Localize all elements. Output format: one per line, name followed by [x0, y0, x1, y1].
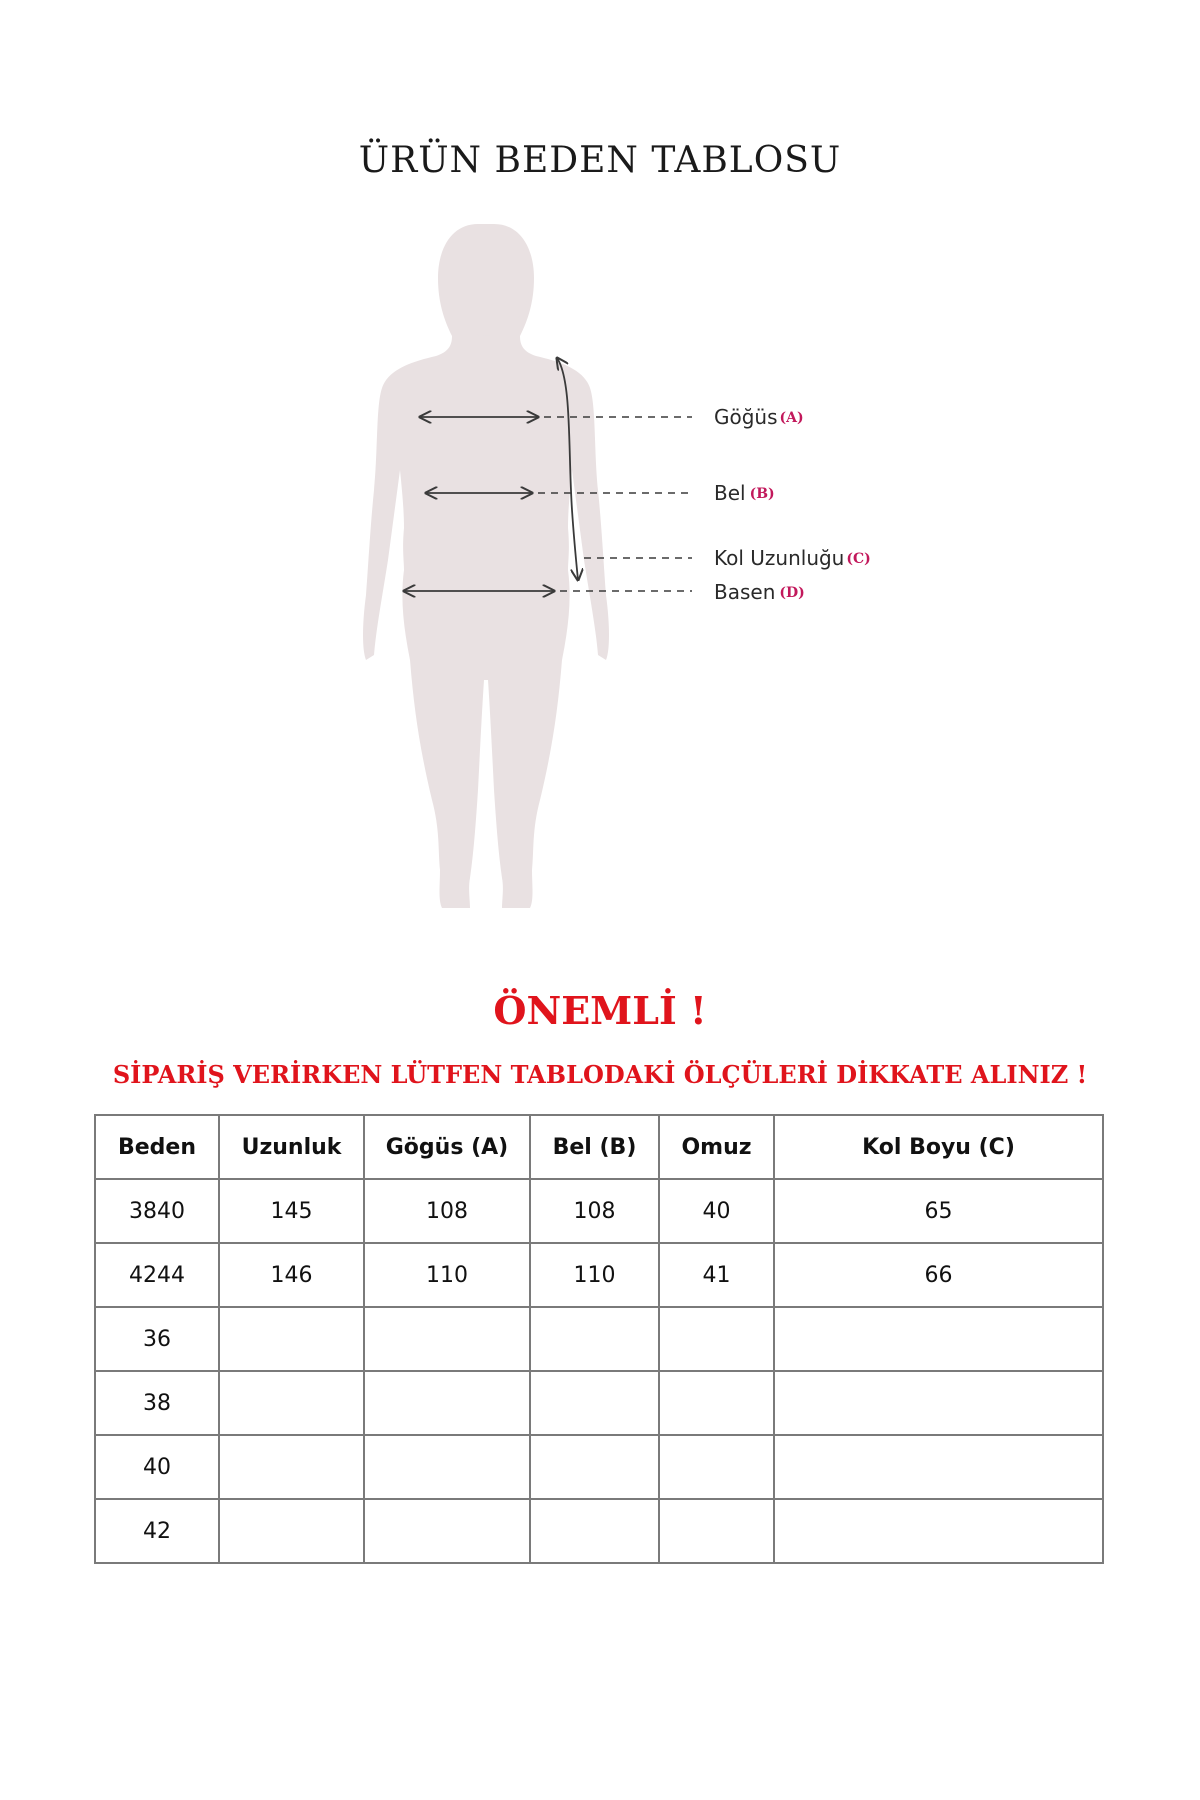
table-cell [219, 1371, 364, 1435]
table-header-row [95, 1115, 1103, 1179]
table-cell: 110 [530, 1243, 659, 1307]
table-cell: 36 [95, 1307, 219, 1371]
table-cell: 65 [774, 1179, 1103, 1243]
table-cell [659, 1435, 774, 1499]
chest-label: Göğüs (A) [714, 405, 804, 429]
column-header: Bel (B) [530, 1115, 659, 1179]
table-cell: 108 [364, 1179, 530, 1243]
column-header: Beden [95, 1115, 219, 1179]
sleeve-length-label: Kol Uzunluğu (C) [714, 546, 871, 570]
table-cell [364, 1371, 530, 1435]
table-cell: 110 [364, 1243, 530, 1307]
table-cell [364, 1307, 530, 1371]
table-cell [530, 1499, 659, 1563]
table-cell: 3840 [95, 1179, 219, 1243]
table-cell: 4244 [95, 1243, 219, 1307]
waist-label: Bel (B) [714, 481, 775, 505]
table-cell: 41 [659, 1243, 774, 1307]
table-cell [659, 1371, 774, 1435]
table-cell: 40 [95, 1435, 219, 1499]
table-cell [219, 1307, 364, 1371]
table-cell [530, 1435, 659, 1499]
table-row [95, 1499, 1103, 1563]
female-silhouette [363, 224, 609, 908]
table-cell [364, 1499, 530, 1563]
size-table [94, 1114, 1104, 1564]
order-notice: SİPARİŞ VERİRKEN LÜTFEN TABLODAKİ ÖLÇÜLERİ DİKKATE ALINIZ ! [112, 1060, 1088, 1089]
page-title: ÜRÜN BEDEN TABLOSU [358, 140, 842, 181]
table-row [95, 1243, 1103, 1307]
table-cell: 38 [95, 1371, 219, 1435]
table-cell: 40 [659, 1179, 774, 1243]
table-cell: 66 [774, 1243, 1103, 1307]
table-cell [774, 1499, 1103, 1563]
table-cell [774, 1435, 1103, 1499]
table-cell [364, 1435, 530, 1499]
table-row [95, 1179, 1103, 1243]
column-header: Omuz [659, 1115, 774, 1179]
table-cell [774, 1307, 1103, 1371]
column-header: Gögüs (A) [364, 1115, 530, 1179]
table-cell [530, 1307, 659, 1371]
table-cell: 146 [219, 1243, 364, 1307]
silhouette-head [442, 224, 530, 336]
table-cell [530, 1371, 659, 1435]
column-header: Uzunluk [219, 1115, 364, 1179]
table-cell: 108 [530, 1179, 659, 1243]
table-cell [219, 1499, 364, 1563]
table-cell [219, 1435, 364, 1499]
table-row [95, 1307, 1103, 1371]
table-row [95, 1371, 1103, 1435]
table-cell [659, 1499, 774, 1563]
important-heading: ÖNEMLİ ! [493, 988, 707, 1033]
table-cell [659, 1307, 774, 1371]
hip-label: Basen (D) [714, 580, 805, 604]
table-cell [774, 1371, 1103, 1435]
table-cell: 145 [219, 1179, 364, 1243]
table-row [95, 1435, 1103, 1499]
body-measurement-figure [0, 210, 1200, 970]
table-cell: 42 [95, 1499, 219, 1563]
column-header: Kol Boyu (C) [774, 1115, 1103, 1179]
